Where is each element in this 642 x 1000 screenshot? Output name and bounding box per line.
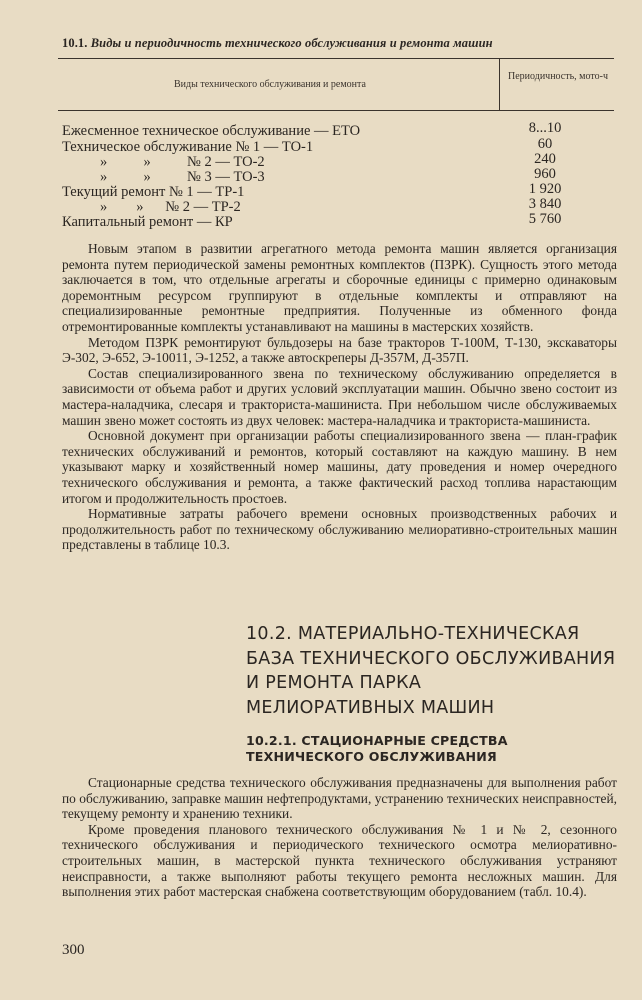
table-row-label: Ежесменное техническое обслуживание — ЕТО — [62, 123, 361, 139]
section-heading — [246, 622, 616, 720]
paragraph: Новым этапом в развитии агрегатного метода ремонта машин является организация ремонта путем периодической замены ремонтных комплектов (ПЗРК). Сущность этого метода заключается в том, что отдельные агрегаты и сборочные единицы с примерно одинаковым доремонтным ресурсом группируют в отдельные комплекты и отправляют на специализированные ремонтные предприятия. Полученные из обменного фонда отремонтированные комплекты устанавливают на машины в мастерских хозяйств. — [62, 241, 617, 334]
body-text — [62, 241, 617, 553]
paragraph: Нормативные затраты рабочего времени основных производственных рабочих и продолжительность работ по техническому обслуживанию мелиоративно-строительных машин представлены в таблице 10.3. — [62, 506, 617, 553]
paragraph: Кроме проведения планового технического обслуживания № 1 и № 2, сезонного технического обслуживания и периодического технического осмотра мелиоративно-строительных машин, в мастерской пункта технического обслуживания устраняют неисправности, а также выполняют работы текущего ремонта несложных машин. Для выполнения этих работ мастерская снабжена соответствующим оборудованием (табл. 10.4). — [62, 821, 617, 900]
section-text — [62, 775, 617, 900]
table-row-label: Капитальный ремонт — КР — [62, 214, 233, 230]
subsection-heading — [246, 733, 616, 765]
table-caption-number: 10.1. — [62, 36, 88, 50]
paragraph: Методом ПЗРК ремонтируют бульдозеры на базе тракторов Т-100М, Т-130, экскаваторы Э-302, Э-652, Э-10011, Э-1252, а также автоскреперы Д-357М, Д-357П. — [62, 334, 617, 366]
table-header-rule — [58, 110, 614, 111]
table-row-label: » » № 2 — ТР-2 — [100, 199, 241, 215]
table-row-value: 960 — [534, 166, 556, 182]
table-row-value: 8...10 — [528, 120, 562, 136]
paragraph: Основной документ при организации работы специализированного звена — план-график технических обслуживаний и ремонтов, который составляют на каждую машину. В нем указывают марку и хозяйственный номер машины, дату проведения и номер очередного технического обслуживания и ремонта, а также фактический расход топлива нарастающим итогом и продолжительность простоев. — [62, 428, 617, 506]
section-heading-line: 10.2. МАТЕРИАЛЬНО-ТЕХНИЧЕСКАЯ — [246, 624, 580, 644]
table-column-divider — [499, 58, 500, 110]
table-header-type: Виды технического обслуживания и ремонта — [174, 79, 366, 90]
section-heading-line: И РЕМОНТА ПАРКА — [246, 673, 422, 693]
table-row-value: 1 920 — [528, 181, 562, 197]
table-row-value: 240 — [534, 151, 556, 167]
table-caption-title: Виды и периодичность технического обслуживания и ремонта машин — [90, 36, 493, 50]
subsection-heading-line: ТЕХНИЧЕСКОГО ОБСЛУЖИВАНИЯ — [246, 749, 497, 764]
paragraph: Состав специализированного звена по техническому обслуживанию определяется в зависимости от объема работ и других условий эксплуатации машин. Обычно звено состоит из мастера-наладчика, слесаря и тракториста-машиниста. При небольшом числе обслуживаемых машин звено может состоять из двух человек: мастера-наладчика и тракториста-машиниста. — [62, 365, 617, 428]
page-number: 300 — [62, 942, 85, 958]
table-top-rule — [58, 58, 614, 59]
table-row-value: 60 — [537, 136, 553, 152]
table-row-label: Техническое обслуживание № 1 — ТО-1 — [62, 139, 314, 155]
paragraph: Стационарные средства технического обслуживания предназначены для выполнения работ по обслуживанию, заправке машин нефтепродуктами, устранению технических неисправностей, текущему ремонту и хранению техники. — [62, 775, 617, 822]
section-heading-line: БАЗА ТЕХНИЧЕСКОГО ОБСЛУЖИВАНИЯ — [246, 648, 616, 669]
table-row-label: Текущий ремонт № 1 — ТР-1 — [62, 184, 245, 200]
subsection-heading-line: 10.2.1. СТАЦИОНАРНЫЕ СРЕДСТВА — [246, 733, 508, 748]
table-row-label: » » № 2 — ТО-2 — [100, 154, 265, 170]
table-header-period: Периодичность, мото-ч — [508, 71, 608, 82]
table-row-value: 5 760 — [528, 211, 562, 227]
table-caption — [62, 36, 618, 51]
section-heading-line: МЕЛИОРАТИВНЫХ МАШИН — [246, 697, 495, 718]
table-row-label: » » № 3 — ТО-3 — [100, 169, 265, 185]
table-row-value: 3 840 — [528, 196, 562, 212]
